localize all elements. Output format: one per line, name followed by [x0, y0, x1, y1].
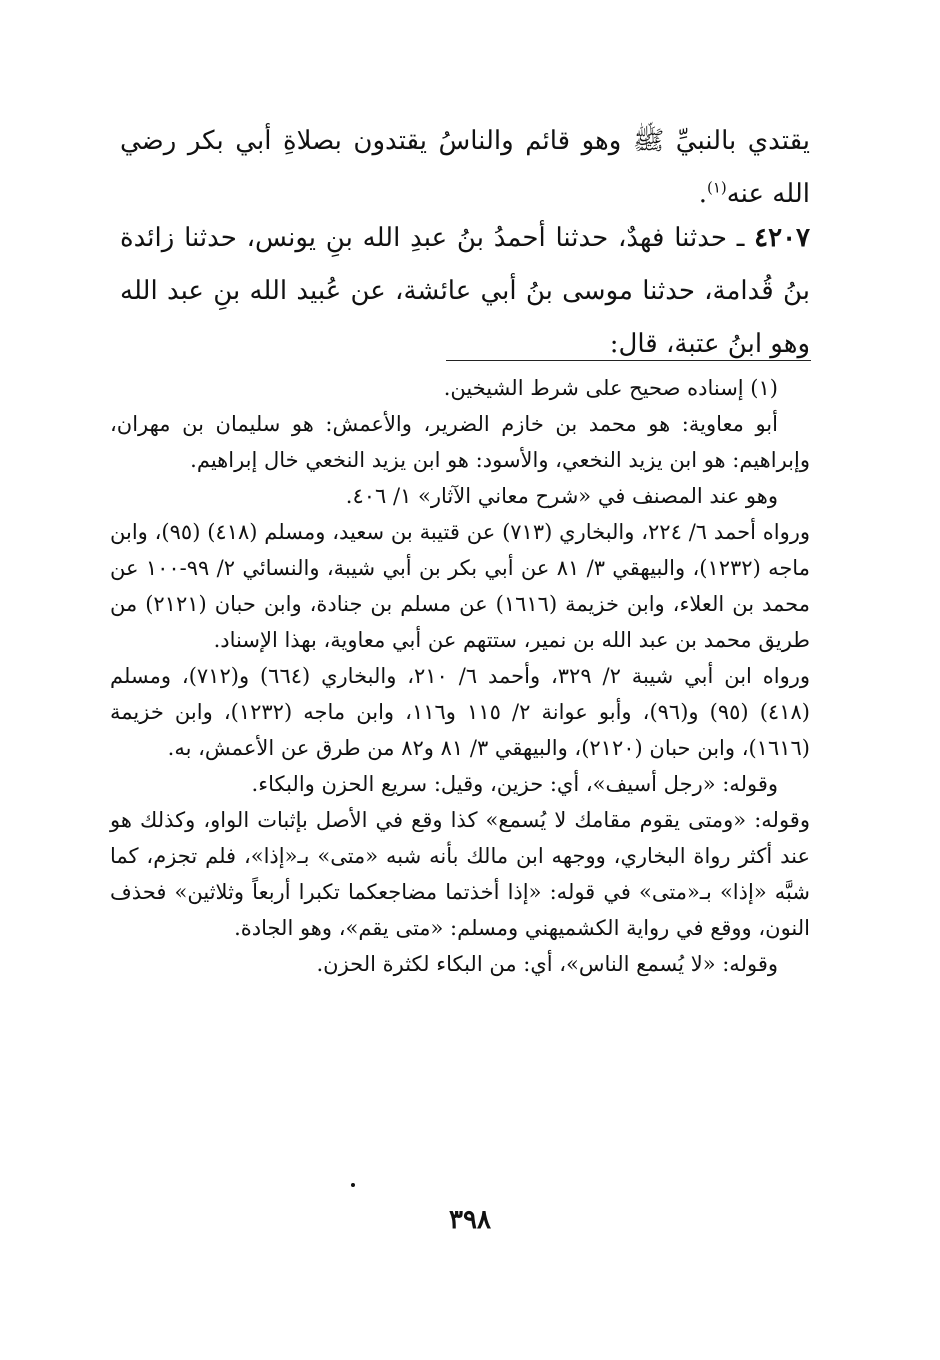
hadith-number: ٤٢٠٧ — [754, 223, 810, 253]
footnote-line: ورواه ابن أبي شيبة ٢/ ٣٢٩، وأحمد ٦/ ٢١٠، والبخاري (٦٦٤) و(٧١٢)، ومسلم (٤١٨) (٩٥) و(٩٦)، وأبو عوانة ٢/ ١١٥ و١١٦، وابن ماجه (١٢٣٢)، وابن خزيمة (١٦١٦)، وابن حبان (٢١٢٠)، والبيهقي ٣/ ٨١ و٨٢ من طرق عن الأعمش، به. — [110, 664, 811, 760]
paragraph-1-end: . — [698, 179, 707, 209]
main-paragraph-1 — [120, 115, 810, 221]
footnote-line: وقوله: «ومتى يقوم مقامك لا يُسمع» كذا وقع في الأصل بإثبات الواو، وكذلك هو عند أكثر رواة البخاري، ووجهه ابن مالك بأنه شبه «متى» بـ«إذا»، فلم تجزم، كما شبَّه «إذا» بـ«متى» في قوله: «إذا أخذتما مضاجعكما تكبرا أربعاً وثلاثين» فحذف النون، ووقع في رواية الكشميهني ومسلم: «متى يقم»، وهو الجادة. — [110, 808, 810, 940]
paragraph-1-text: يقتدي بالنبيِّ ﷺ وهو قائم والناسُ يقتدون بصلاةِ أبي بكر رضي الله عنه — [120, 126, 810, 209]
footnote-line: ورواه أحمد ٦/ ٢٢٤، والبخاري (٧١٣) عن قتيبة بن سعيد، ومسلم (٤١٨) (٩٥)، وابن ماجه (١٢٣٢)، والبيهقي ٣/ ٨١ عن أبي بكر بن أبي شيبة، والنسائي ٢/ ٩٩-١٠٠ عن محمد بن العلاء، وابن خزيمة (١٦١٦) عن مسلم بن جنادة، وابن حبان (٢١٢١) من طريق محمد بن عبد الله بن نمير، ستتهم عن أبي معاوية، بهذا الإسناد. — [110, 520, 811, 652]
footnote-line: أبو معاوية: هو محمد بن خازم الضرير، والأعمش: هو سليمان بن مهران، وإبراهيم: هو ابن يزيد النخعي، والأسود: هو ابن يزيد النخعي خال إبراهيم. — [110, 412, 810, 472]
footnote-line: وقوله: «رجل أسيف»، أي: حزين، وقيل: سريع الحزن والبكاء. — [251, 772, 778, 796]
footnote-separator — [446, 360, 811, 361]
footnote-reference: (١) — [706, 178, 727, 197]
print-speck — [351, 1183, 355, 1187]
footnote-line: (١) إسناده صحيح على شرط الشيخين. — [443, 376, 778, 400]
main-text-block-2 — [120, 212, 810, 371]
paragraph-2-text: ـ حدثنا فهدٌ، حدثنا أحمدُ بنُ عبدِ الله بنِ يونس، حدثنا زائدة بنُ قُدامة، حدثنا موسى بنُ أبي عائشة، عن عُبيد الله بنِ عبد الله وهو ابنُ عتبة، قال: — [120, 223, 810, 359]
footnote-line: وقوله: «لا يُسمع الناس»، أي: من البكاء لكثرة الحزن. — [316, 952, 778, 976]
page-number: ٣٩٨ — [449, 1205, 491, 1235]
footnote-line: وهو عند المصنف في «شرح معاني الآثار» ١/ ٤٠٦. — [345, 484, 778, 508]
main-text-block-1 — [120, 115, 810, 221]
footnotes — [110, 370, 810, 982]
main-paragraph-2 — [120, 212, 810, 371]
